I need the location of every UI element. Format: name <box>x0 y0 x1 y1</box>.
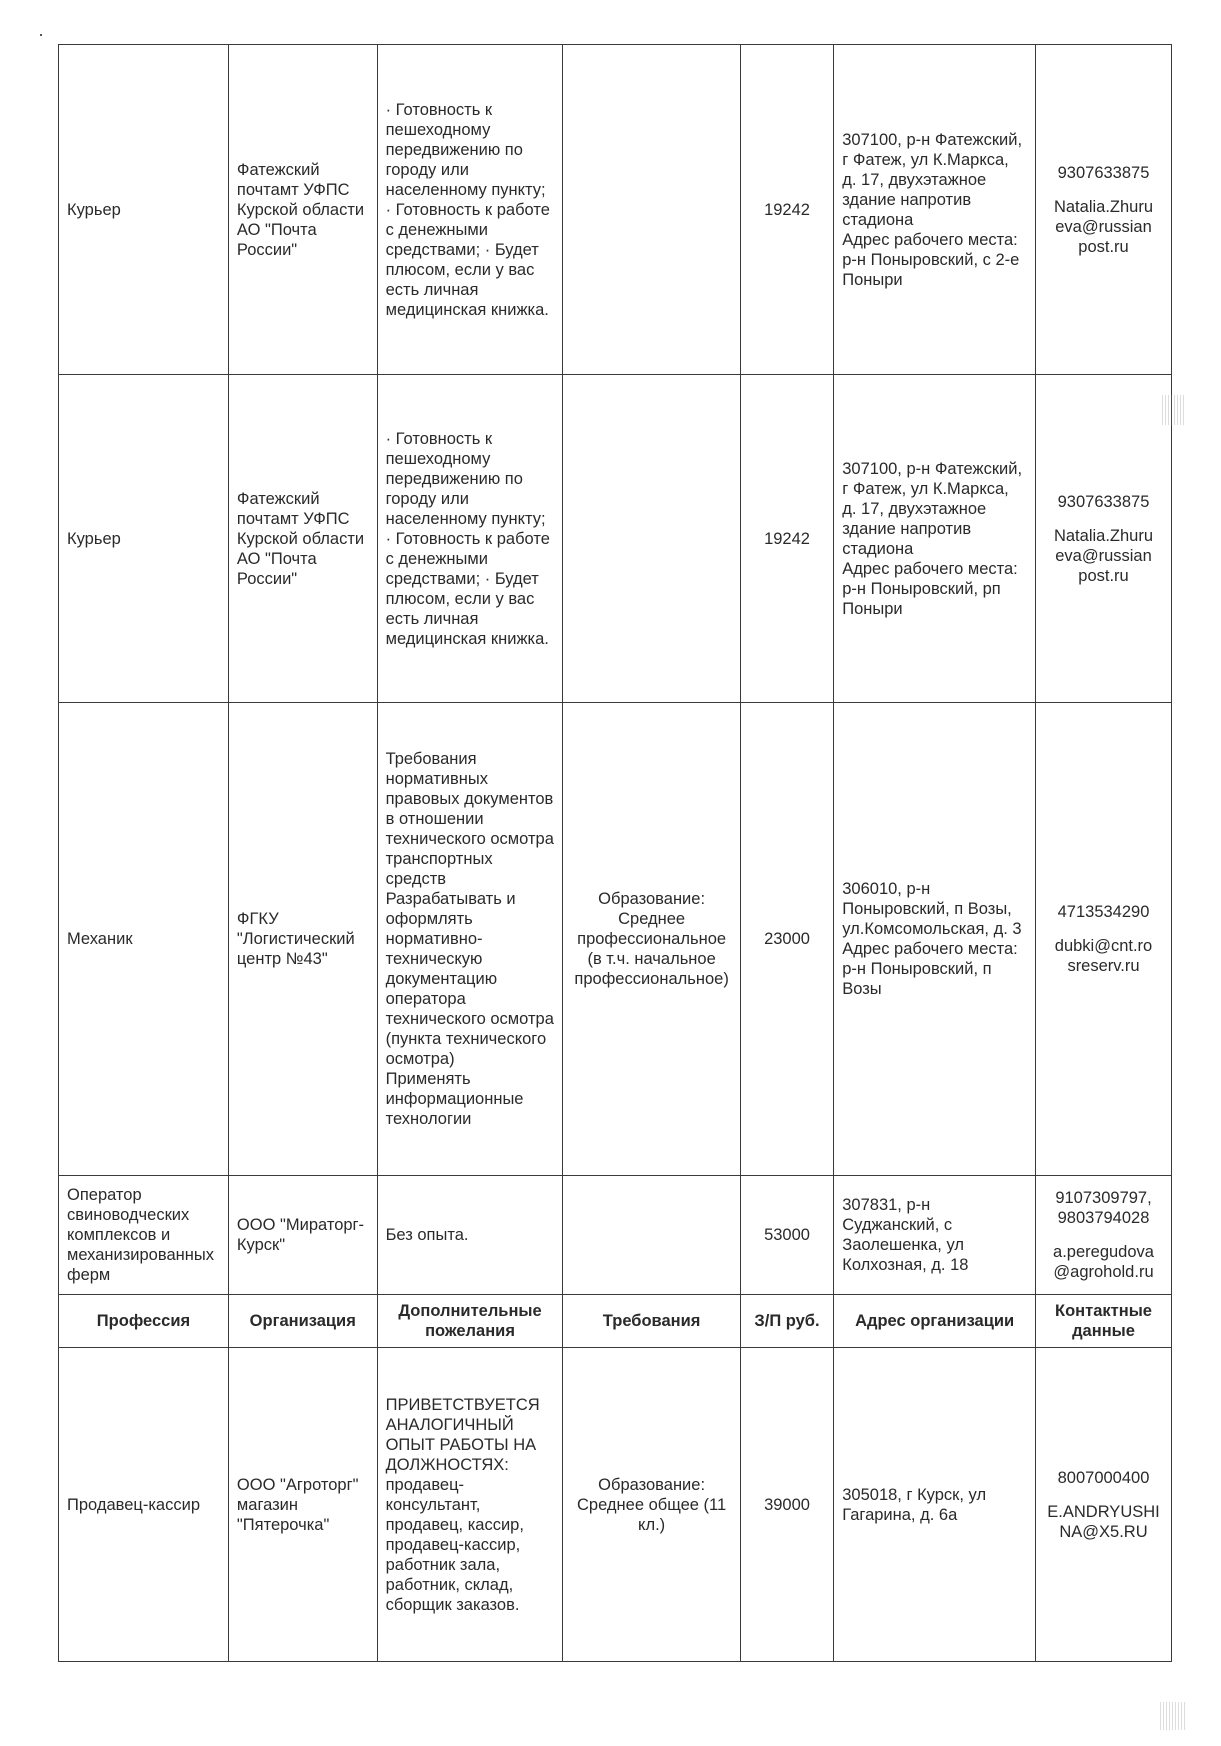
requirements-cell: Образование: Среднее общее (11 кл.) <box>563 1348 740 1662</box>
table-row <box>59 703 1172 1176</box>
table-row <box>59 1348 1172 1662</box>
wishes-cell: Требования нормативных правовых документов в отношении технического осмотра транспортных средств Разрабатывать и оформлять нормативно-техническую документацию оператора технического осмотра (пункта технического осмотра) Применять информационные технологии <box>377 703 563 1176</box>
header-contacts: Контактные данные <box>1036 1295 1172 1348</box>
scan-artifact <box>1162 395 1184 425</box>
table-row <box>59 375 1172 703</box>
salary-cell: 39000 <box>740 1348 833 1662</box>
profession-cell: Оператор свиноводческих комплексов и механизированных ферм <box>59 1176 229 1295</box>
requirements-cell <box>563 375 740 703</box>
email-text: Natalia.Zhuru eva@russian post.ru <box>1053 526 1154 585</box>
phone-text: 9107309797, 9803794028 <box>1055 1189 1152 1227</box>
header-address: Адрес организации <box>834 1295 1036 1348</box>
scan-artifact <box>1160 1702 1186 1730</box>
requirements-cell <box>563 1176 740 1295</box>
phone-text: 9307633875 <box>1057 492 1150 511</box>
organization-cell: ФГКУ "Логистический центр №43" <box>228 703 377 1176</box>
email-text: a.peregudova @agrohold.ru <box>1053 1243 1154 1281</box>
requirements-cell: Образование: Среднее профессиональное (в т.ч. начальное профессиональное) <box>563 703 740 1176</box>
contacts-cell <box>1036 703 1172 1176</box>
table-header-row <box>59 1295 1172 1348</box>
email-text: Natalia.Zhuru eva@russian post.ru <box>1053 197 1154 256</box>
contacts-cell <box>1036 45 1172 375</box>
vacancy-table <box>58 44 1172 1662</box>
organization-cell: Фатежский почтамт УФПС Курской области АО "Почта России" <box>228 45 377 375</box>
table-row <box>59 45 1172 375</box>
address-cell: 305018, г Курск, ул Гагарина, д. 6а <box>834 1348 1036 1662</box>
phone-text: 4713534290 <box>1057 903 1150 921</box>
address-cell: 306010, р-н Поныровский, п Возы, ул.Комсомольская, д. 3 Адрес рабочего места: р-н Поныровский, п Возы <box>834 703 1036 1176</box>
phone-text: 8007000400 <box>1057 1468 1150 1487</box>
header-profession: Профессия <box>59 1295 229 1348</box>
email-text: E.ANDRYUSHINA@X5.RU <box>1047 1502 1160 1541</box>
profession-cell: Продавец-кассир <box>59 1348 229 1662</box>
organization-cell: ООО "Мираторг-Курск" <box>228 1176 377 1295</box>
scan-speck <box>40 34 42 36</box>
organization-cell: Фатежский почтамт УФПС Курской области АО "Почта России" <box>228 375 377 703</box>
address-cell: 307100, р-н Фатежский, г Фатеж, ул К.Маркса, д. 17, двухэтажное здание напротив стадиона Адрес рабочего места: р-н Поныровский, рп Поныри <box>834 375 1036 703</box>
address-cell: 307100, р-н Фатежский, г Фатеж, ул К.Маркса, д. 17, двухэтажное здание напротив стадиона Адрес рабочего места: р-н Поныровский, с 2-е Поныри <box>834 45 1036 375</box>
contacts-cell <box>1036 1348 1172 1662</box>
wishes-cell: · Готовность к пешеходному передвижению по городу или населенному пункту; · Готовность к работе с денежными средствами; · Будет плюсом, если у вас есть личная медицинская книжка. <box>377 375 563 703</box>
wishes-cell: Без опыта. <box>377 1176 563 1295</box>
salary-cell: 53000 <box>740 1176 833 1295</box>
table-row <box>59 1176 1172 1295</box>
wishes-cell: ПРИВЕТСТВУЕТСЯ АНАЛОГИЧНЫЙ ОПЫТ РАБОТЫ НА ДОЛЖНОСТЯХ: продавец-консультант, продавец, кассир, продавец-кассир, работник зала, работник, склад, сборщик заказов. <box>377 1348 563 1662</box>
contacts-cell <box>1036 375 1172 703</box>
profession-cell: Механик <box>59 703 229 1176</box>
contacts-cell <box>1036 1176 1172 1295</box>
header-requirements: Требования <box>563 1295 740 1348</box>
wishes-cell: · Готовность к пешеходному передвижению по городу или населенному пункту; · Готовность к работе с денежными средствами; · Будет плюсом, если у вас есть личная медицинская книжка. <box>377 45 563 375</box>
requirements-cell <box>563 45 740 375</box>
salary-cell: 19242 <box>740 375 833 703</box>
header-organization: Организация <box>228 1295 377 1348</box>
header-salary: З/П руб. <box>740 1295 833 1348</box>
profession-cell: Курьер <box>59 375 229 703</box>
salary-cell: 19242 <box>740 45 833 375</box>
header-wishes: Дополнительные пожелания <box>377 1295 563 1348</box>
profession-cell: Курьер <box>59 45 229 375</box>
organization-cell: ООО "Агроторг" магазин "Пятерочка" <box>228 1348 377 1662</box>
salary-cell: 23000 <box>740 703 833 1176</box>
phone-text: 9307633875 <box>1057 163 1150 182</box>
address-cell: 307831, р-н Суджанский, с Заолешенка, ул Колхозная, д. 18 <box>834 1176 1036 1295</box>
email-text: dubki@cnt.ro sreserv.ru <box>1054 937 1153 975</box>
